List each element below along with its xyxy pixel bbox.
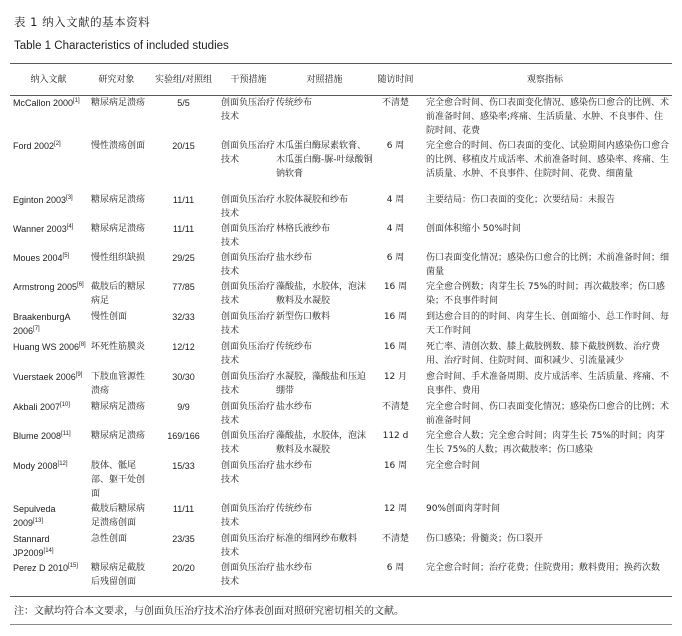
author-name: Blume 2008 [13,431,62,441]
control-cell: 标准的细网纱布敷料 [276,534,358,544]
intervention-cell: 创面负压治疗技术 [221,98,276,122]
subject-cell: 慢性溃疡创面 [91,141,146,151]
reference-number: [13] [33,518,44,524]
sample-size-cell: 5/5 [177,98,190,108]
indicators-cell: 死亡率、清创次数、膝上截肢例数、膝下截肢例数、治疗费用、治疗时间、住院时间、面积减少、引流量减少 [426,342,661,366]
reference-number: [9] [75,372,83,378]
control-cell: 新型伤口敷料 [276,312,331,322]
table-note: 注：文献均符合本文要求，与创面负压治疗技术治疗体表创面对照研究密切相关的文献。 [14,606,404,617]
table-row [10,95,672,138]
author-name: Huang WS 2006 [13,342,80,352]
sample-size-cell: 15/33 [172,461,195,471]
author-name: BraakenburgA 2006 [13,312,71,336]
indicators-cell: 完全愈合时间、伤口表面变化情况、感染伤口愈合的比例、术前准备时间、感染率;疼痛、生活质量、水肿、不良事件、住院时间、花费 [426,98,670,136]
subject-cell: 坏死性筋膜炎 [91,342,146,352]
table-row [10,279,672,309]
header-cell: 研究对象 [98,75,135,85]
subject-cell: 肢体、骶尾部、躯干处创面 [91,461,146,499]
table-row [10,458,672,501]
author-cell [10,95,87,138]
followup-cell: 6 周 [386,563,405,573]
table-row [10,501,672,531]
followup-cell: 4 周 [386,195,405,205]
reference-number: [8] [79,342,86,348]
sample-size-cell: 30/30 [172,372,195,382]
subject-cell: 截肢后的糖尿病足 [91,282,146,306]
indicators-cell: 伤口感染；骨髓炎；伤口裂开 [426,534,544,544]
author-cell [10,279,87,309]
author-name: Eginton 2003 [13,195,67,205]
control-cell: 传统纱布 [276,342,313,352]
control-cell: 盐水纱布 [276,563,313,573]
indicators-cell: 完全愈合时间；治疗花费；住院费用；敷料费用；换药次数 [426,563,661,573]
sample-size-cell: 20/20 [172,563,195,573]
followup-cell: 不清楚 [381,534,409,544]
reference-number: [15] [68,563,79,569]
author-name: Mody 2008 [13,461,58,471]
followup-cell: 16 周 [383,461,408,471]
subject-cell: 急性创面 [91,534,128,544]
intervention-cell: 创面负压治疗技术 [221,534,276,558]
subject-cell: 截肢后糖尿病足溃疡创面 [91,504,146,528]
header-cell: 对照措施 [306,75,343,85]
author-cell [10,339,87,369]
sample-size-cell: 11/11 [172,504,195,514]
indicators-cell: 完全愈合时间、伤口表面变化情况；感染伤口愈合的比例；术前准备时间 [426,402,670,426]
author-name: Moues 2004 [13,253,63,263]
intervention-cell: 创面负压治疗技术 [221,312,276,336]
reference-number: [6] [77,282,84,288]
sample-size-cell: 23/35 [172,534,195,544]
author-cell [10,369,87,399]
subject-cell: 糖尿病足截肢后残留创面 [91,563,146,587]
reference-number: [14] [43,548,54,554]
intervention-cell: 创面负压治疗技术 [221,342,276,366]
indicators-cell: 完全愈合时间 [426,461,481,471]
control-cell: 藻酸盐，水胶体，泡沫敷料及水凝胶 [276,431,367,455]
followup-cell: 112 d [382,431,409,441]
intervention-cell: 创面负压治疗技术 [221,141,276,165]
table-row [10,192,672,221]
sample-size-cell: 20/15 [172,141,195,151]
sample-size-cell: 12/12 [172,342,195,352]
intervention-cell: 创面负压治疗技术 [221,431,276,455]
author-cell [10,138,87,192]
header-cell: 随访时间 [377,75,414,85]
intervention-cell: 创面负压治疗技术 [221,563,276,587]
followup-cell: 6 周 [386,141,405,151]
subject-cell: 糖尿病足溃疡 [91,402,146,412]
author-cell [10,458,87,501]
sample-size-cell: 77/85 [172,282,195,292]
intervention-cell: 创面负压治疗技术 [221,195,276,219]
followup-cell: 16 周 [383,342,408,352]
followup-cell: 4 周 [386,224,405,234]
indicators-cell: 愈合时间、手术准备周期、皮片成活率、生活质量、疼痛、不良事件、费用 [426,372,670,396]
table-row [10,560,672,590]
sample-size-cell: 11/11 [172,195,195,205]
header-cell: 纳入文献 [30,75,67,85]
sample-size-cell: 11/11 [172,224,195,234]
header-cell: 干预措施 [230,75,267,85]
subject-cell: 下肢血管源性溃疡 [91,372,146,396]
author-cell [10,192,87,221]
reference-number: [2] [54,141,61,147]
intervention-cell: 创面负压治疗技术 [221,461,276,485]
author-name: Akbali 2007 [13,402,61,412]
table-row [10,339,672,369]
indicators-cell: 创面体积缩小 50%时间 [426,224,521,234]
control-cell: 藻酸盐，水胶体，泡沫敷料及水凝胶 [276,282,367,306]
author-name: Wanner 2003 [13,224,67,234]
header-cell: 实验组/对照组 [154,75,213,85]
header-row [10,65,672,95]
followup-cell: 不清楚 [381,98,409,108]
sample-size-cell: 29/25 [172,253,195,263]
author-cell [10,531,87,560]
header-cell: 观察指标 [526,75,563,85]
subject-cell: 慢性创面 [91,312,128,322]
table-row [10,531,672,560]
subject-cell: 糖尿病足溃疡 [91,195,146,205]
studies-table [10,65,672,590]
intervention-cell: 创面负压治疗技术 [221,504,276,528]
table-title-cn: 表 1 纳入文献的基本资料 [14,15,151,29]
reference-number: [12] [57,461,68,467]
top-rule [10,63,672,64]
control-cell: 盐水纱布 [276,402,313,412]
control-cell: 林格氏液纱布 [276,224,331,234]
reference-number: [1] [73,98,80,104]
reference-number: [11] [61,431,71,437]
reference-number: [3] [66,195,73,201]
intervention-cell: 创面负压治疗技术 [221,372,276,396]
sample-size-cell: 169/166 [167,431,200,441]
sample-size-cell: 9/9 [177,402,190,412]
indicators-cell: 90%创面肉芽时间 [426,504,501,514]
control-cell: 传统纱布 [276,98,313,108]
subject-cell: 糖尿病足溃疡 [91,431,146,441]
author-cell [10,250,87,279]
followup-cell: 12 周 [383,504,408,514]
author-name: Perez D 2010 [13,563,69,573]
indicators-cell: 完全愈合例数；肉芽生长 75%的时间；再次截肢率；伤口感染；不良事件时间 [426,282,665,306]
followup-cell: 16 周 [383,282,408,292]
intervention-cell: 创面负压治疗技术 [221,253,276,277]
table-row [10,309,672,339]
control-cell: 盐水纱布 [276,253,313,263]
table-row [10,399,672,428]
indicators-cell: 完全愈合的时间、伤口表面的变化、试验期间内感染伤口愈合的比例、移植皮片成活率、术前准备时间、感染率、疼痛、生活质量、水肿、不良事件、住院时间、花费、细菌量 [426,141,670,179]
indicators-cell: 主要结局：伤口表面的变化；次要结局：未报告 [426,195,616,205]
control-cell: 水凝胶，藻酸盐和压迫绷带 [276,372,367,396]
reference-number: [5] [62,253,70,259]
table-row [10,250,672,279]
footer-rule [10,624,672,625]
author-name: McCallon 2000 [13,98,74,108]
table-row [10,428,672,458]
table-row [10,138,672,192]
subject-cell: 糖尿病足溃疡 [91,224,146,234]
bottom-rule [10,596,672,597]
control-cell: 传统纱布 [276,504,313,514]
author-name: Vuerstaek 2006 [13,372,76,382]
author-cell [10,428,87,458]
reference-number: [7] [33,326,40,332]
author-cell [10,309,87,339]
control-cell: 水胶体凝胶和纱布 [276,195,349,205]
intervention-cell: 创面负压治疗技术 [221,402,276,426]
reference-number: [4] [66,224,74,230]
author-cell [10,399,87,428]
author-name: Ford 2002 [13,141,55,151]
author-cell [10,560,87,590]
author-cell [10,221,87,250]
reference-number: [10] [60,402,71,408]
table-title-en: Table 1 Characteristics of included studies [14,40,229,52]
followup-cell: 12 月 [383,372,408,382]
author-name: Armstrong 2005 [13,282,78,292]
control-cell: 盐水纱布 [276,461,313,471]
table-row [10,221,672,250]
author-name: Stannard JP2009 [13,534,50,558]
control-cell: 木瓜蛋白酶尿素软膏、木瓜蛋白酶-脲-叶绿酸铜钠软膏 [276,141,373,179]
followup-cell: 不清楚 [381,402,409,412]
subject-cell: 慢性组织缺损 [91,253,146,263]
intervention-cell: 创面负压治疗技术 [221,282,276,306]
sample-size-cell: 32/33 [172,312,195,322]
followup-cell: 6 周 [386,253,405,263]
subject-cell: 糖尿病足溃疡 [91,98,146,108]
indicators-cell: 到达愈合目的的时间、肉芽生长、创面缩小、总工作时间、每天工作时间 [426,312,670,336]
author-cell [10,501,87,531]
indicators-cell: 伤口表面变化情况；感染伤口愈合的比例；术前准备时间；细菌量 [426,253,670,277]
table-row [10,369,672,399]
indicators-cell: 完全愈合人数；完全愈合时间；肉芽生长 75%的时间；肉芽生长 75%的人数；再次截肢率；伤口感染 [426,431,665,455]
intervention-cell: 创面负压治疗技术 [221,224,276,248]
followup-cell: 16 周 [383,312,408,322]
author-name: Sepulveda 2009 [13,504,56,528]
